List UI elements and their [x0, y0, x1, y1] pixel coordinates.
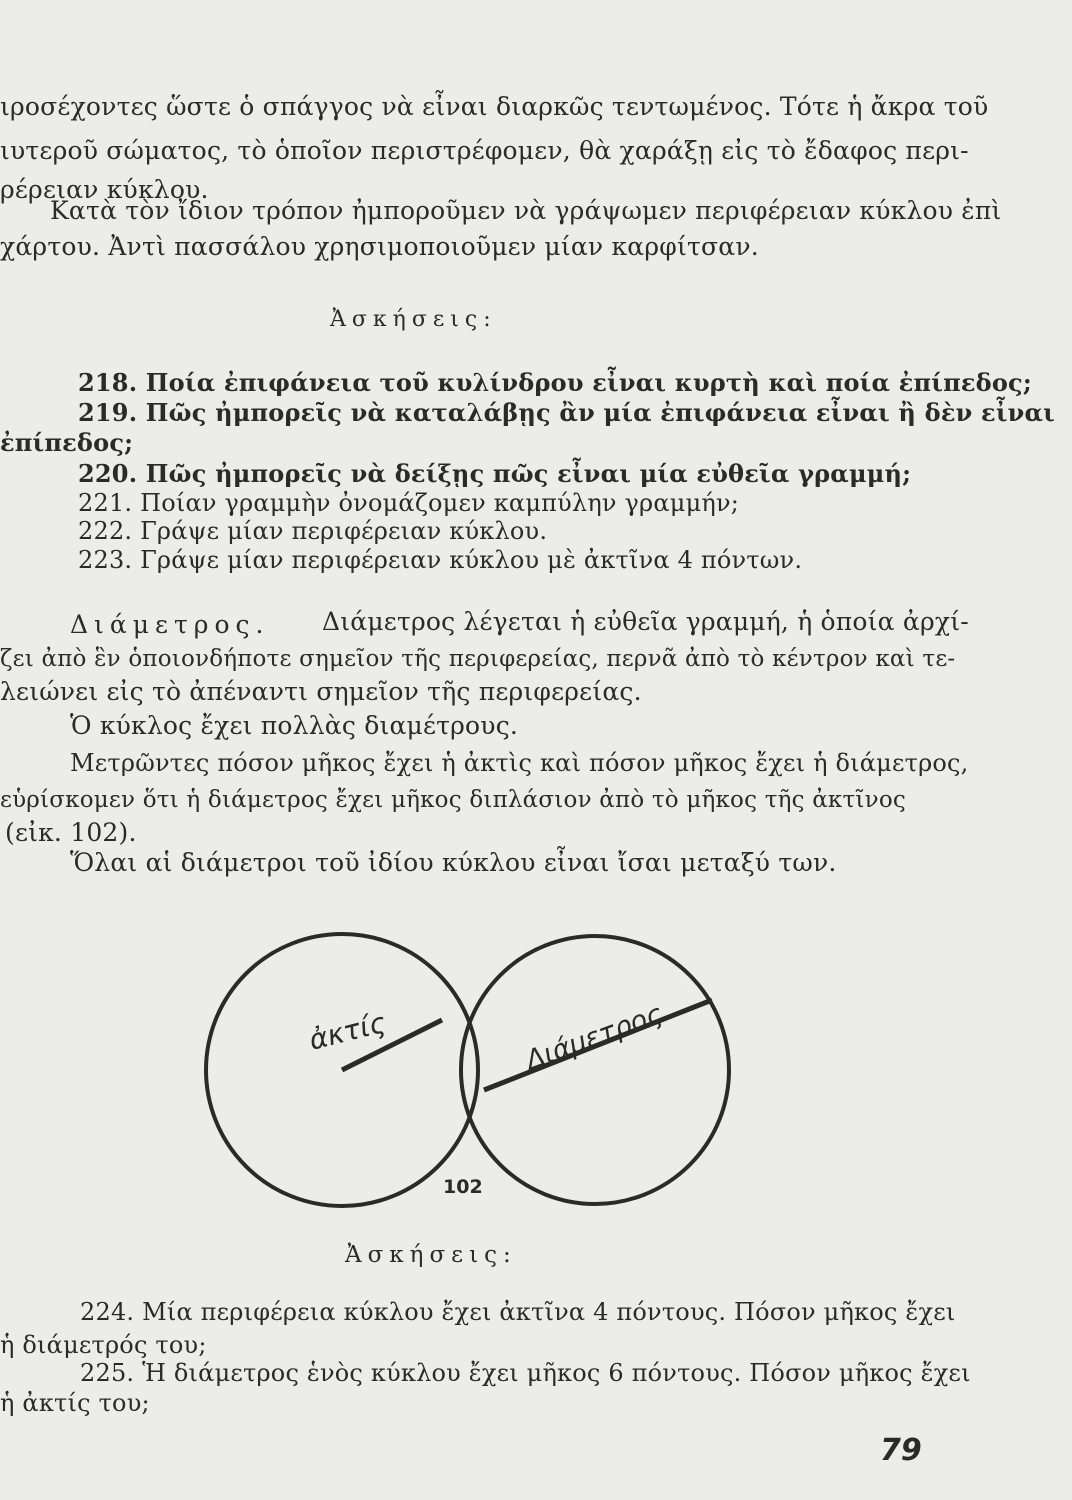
exercise-222: 222. Γράψε μίαν περιφέρειαν κύκλου.: [78, 517, 548, 545]
exercise-223: 223. Γράψε μίαν περιφέρειαν κύκλου μὲ ἀκτῖνα 4 πόντων.: [78, 546, 803, 574]
intro-line-2: ιυτεροῦ σώματος, τὸ ὁποῖον περιστρέφομεν, θὰ χαράξῃ εἰς τὸ ἔδαφος περι-: [0, 136, 969, 165]
diameter-line-8: Ὅλαι αἱ διάμετροι τοῦ ἰδίου κύκλου εἶναι ἴσαι μεταξύ των.: [70, 848, 837, 877]
diameter-line-2: ζει ἀπὸ ἓν ὁποιονδήποτε σημεῖον τῆς περιφερείας, περνᾶ ἀπὸ τὸ κέντρον καὶ τε-: [0, 646, 956, 672]
diameter-line-1: Διάμετρος λέγεται ἡ εὐθεῖα γραμμή, ἡ ὁποία ἀρχί-: [322, 607, 969, 636]
diameter-term: Διάμετρος.: [70, 610, 270, 639]
diameter-line-5: Μετρῶντες πόσον μῆκος ἔχει ἡ ἀκτὶς καὶ πόσον μῆκος ἔχει ἡ διάμετρος,: [70, 749, 969, 777]
exercise-225: 225. Ἡ διάμετρος ἑνὸς κύκλου ἔχει μῆκος 6 πόντους. Πόσον μῆκος ἔχει: [80, 1359, 971, 1387]
intro-line-4: Κατὰ τὸν ἴδιον τρόπον ἠμποροῦμεν νὰ γράψωμεν περιφέρειαν κύκλου ἐπὶ: [50, 196, 1002, 225]
diameter-line-4: Ὁ κύκλος ἔχει πολλὰς διαμέτρους.: [70, 711, 519, 740]
exercise-219-cont: ἐπίπεδος;: [0, 428, 134, 457]
exercise-219: 219. Πῶς ἠμπορεῖς νὰ καταλάβῃς ἂν μία ἐπιφάνεια εἶναι ἢ δὲν εἶναι: [78, 398, 1055, 427]
exercise-224-cont: ἡ διάμετρός του;: [0, 1331, 207, 1359]
exercise-224: 224. Μία περιφέρεια κύκλου ἔχει ἀκτῖνα 4 πόντους. Πόσον μῆκος ἔχει: [80, 1298, 956, 1326]
intro-line-1: ιροσέχοντες ὥστε ὁ σπάγγος νὰ εἶναι διαρκῶς τεντωμένος. Τότε ἡ ἄκρα τοῦ: [0, 92, 989, 121]
exercise-220: 220. Πῶς ἠμπορεῖς νὰ δείξῃς πῶς εἶναι μία εὐθεῖα γραμμή;: [78, 459, 912, 488]
radius-label: ἀκτίς: [305, 1005, 390, 1057]
intro-line-5: χάρτου. Ἀντὶ πασσάλου χρησιμοποιοῦμεν μίαν καρφίτσαν.: [0, 232, 759, 261]
exercise-225-cont: ἡ ἀκτίς του;: [0, 1389, 150, 1417]
page-number: 79: [880, 1433, 922, 1468]
intro-line-3: ρέρειαν κύκλου.: [0, 175, 209, 204]
right-circle: [461, 936, 729, 1204]
exercise-218: 218. Ποία ἐπιφάνεια τοῦ κυλίνδρου εἶναι κυρτὴ καὶ ποία ἐπίπεδος;: [78, 368, 1032, 397]
diameter-label: Διάμετρος: [521, 998, 667, 1077]
exercises-heading-2: Ἀσκήσεις:: [345, 1242, 517, 1268]
exercises-heading: Ἀσκήσεις:: [330, 307, 497, 332]
diameter-line-3: λειώνει εἰς τὸ ἀπέναντι σημεῖον τῆς περιφερείας.: [0, 677, 642, 706]
figure-number: 102: [443, 1176, 483, 1198]
exercise-221: 221. Ποίαν γραμμὴν ὀνομάζομεν καμπύλην γραμμήν;: [78, 489, 740, 517]
diameter-line-7: (εἰκ. 102).: [5, 818, 137, 847]
diameter-line-6: εὑρίσκομεν ὅτι ἡ διάμετρος ἔχει μῆκος διπλάσιον ἀπὸ τὸ μῆκος τῆς ἀκτῖνος: [0, 787, 906, 813]
